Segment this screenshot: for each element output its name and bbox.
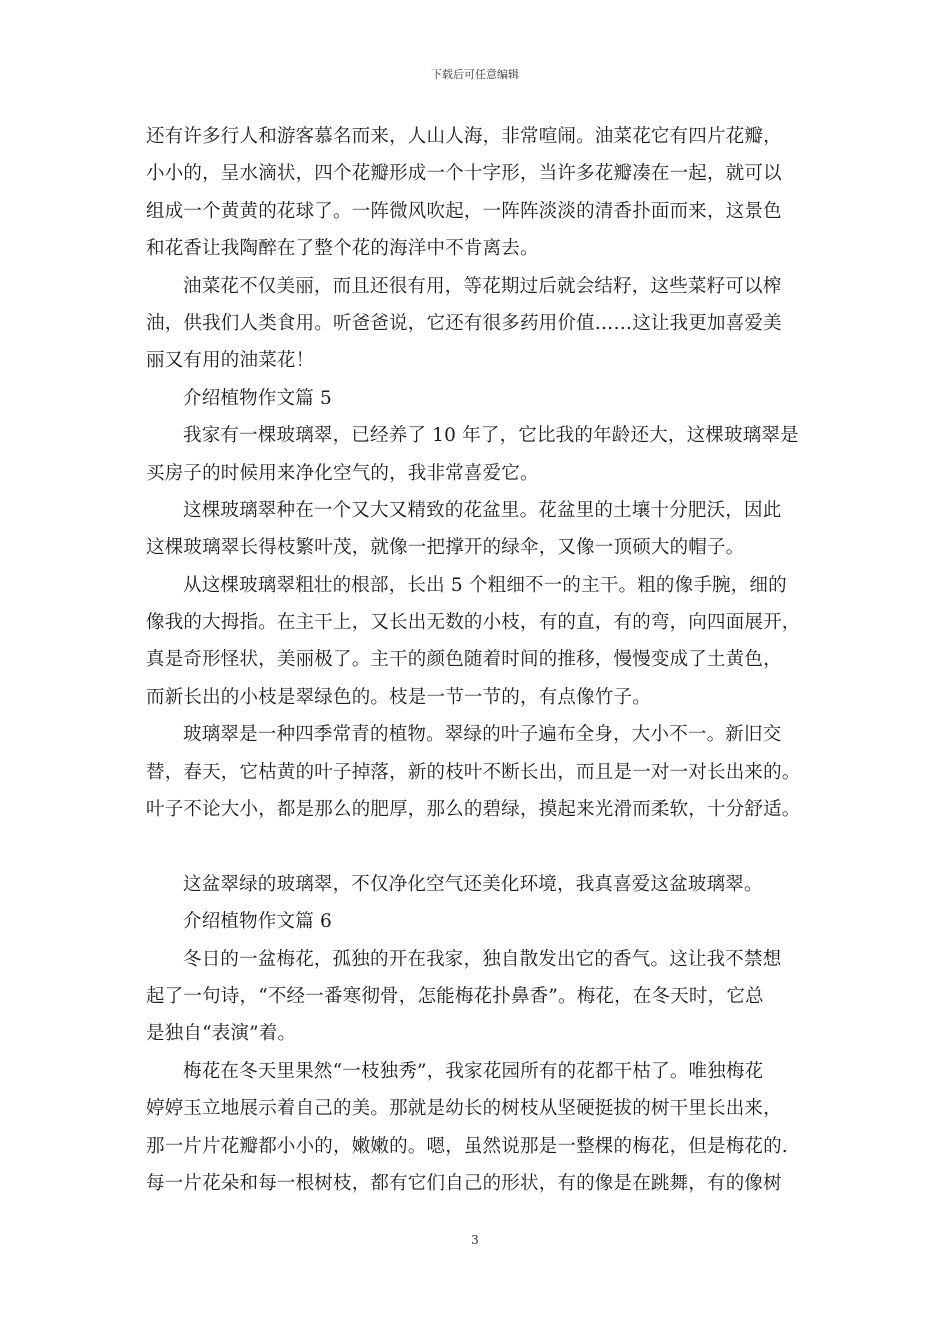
page-number: 3 <box>471 1233 479 1247</box>
text-line: 从这棵玻璃翠粗壮的根部，长出 5 个粗细不一的主干。粗的像手腕，细的 <box>183 574 787 596</box>
text-line: 我家有一棵玻璃翠，已经养了 10 年了，它比我的年龄还大，这棵玻璃翠是 <box>183 425 799 447</box>
text-line: 还有许多行人和游客慕名而来，人山人海，非常喧闹。油菜花它有四片花瓣， <box>146 126 782 147</box>
text-line <box>146 828 818 865</box>
text-line: 起了一句诗，“不经一番寒彻骨，怎能梅花扑鼻香”。梅花，在冬天时，它总 <box>146 985 764 1007</box>
text-line: 是独自“表演”着。 <box>146 1023 297 1045</box>
text-line: 油，供我们人类食用。听爸爸说，它还有很多药用价值……这让我更加喜爱美 <box>146 312 782 334</box>
text-line: 油菜花不仅美丽，而且还很有用，等花期过后就会结籽，这些菜籽可以榨 <box>183 275 782 297</box>
text-line: 冬日的一盆梅花，孤独的开在我家，独自散发出它的香气。这让我不禁想 <box>183 948 782 970</box>
text-line: 丽又有用的油菜花！ <box>146 350 315 372</box>
text-line: 玻璃翠是一种四季常青的植物。翠绿的叶子遍布全身，大小不一。新旧交 <box>183 724 782 746</box>
text-line: 婷婷玉立地展示着自己的美。那就是幼长的树枝从坚硬挺拔的树干里长出来， <box>146 1098 782 1120</box>
text-line: 买房子的时候用来净化空气的，我非常喜爱它。 <box>146 462 539 484</box>
text-line: 而新长出的小枝是翠绿色的。枝是一节一节的，有点像竹子。 <box>146 686 651 708</box>
text-line: 这盆翠绿的玻璃翠，不仅净化空气还美化环境，我真喜爱这盆玻璃翠。 <box>183 873 763 895</box>
page-header: 下载后可任意编辑 <box>431 68 519 81</box>
text-line: 真是奇形怪状，美丽极了。主干的颜色随着时间的推移，慢慢变成了土黄色， <box>146 649 782 671</box>
text-line: 梅花在冬天里果然“一枝独秀”，我家花园所有的花都干枯了。唯独梅花 <box>183 1060 764 1082</box>
text-line: 那一片片花瓣都小小的，嫩嫩的。嗯，虽然说那是一整棵的梅花，但是梅花的. <box>146 1135 788 1157</box>
text-line: 小小的，呈水滴状，四个花瓣形成一个十字形，当许多花瓣凑在一起，就可以 <box>146 163 782 185</box>
text-line: 介绍植物作文篇 5 <box>183 387 332 409</box>
text-line: 像我的大拇指。在主干上，又长出无数的小枝，有的直，有的弯，向四面展开， <box>146 612 801 634</box>
text-line: 介绍植物作文篇 6 <box>183 911 332 933</box>
text-line: 每一片花朵和每一根树枝，都有它们自己的形状，有的像是在跳舞，有的像树 <box>146 1172 782 1194</box>
text-line: 叶子不论大小，都是那么的肥厚，那么的碧绿，摸起来光滑而柔软，十分舒适。 <box>146 799 801 821</box>
text-line: 组成一个黄黄的花球了。一阵微风吹起，一阵阵淡淡的清香扑面而来，这景色 <box>146 200 782 222</box>
text-line: 这棵玻璃翠长得枝繁叶茂，就像一把撑开的绿伞，又像一顶硕大的帽子。 <box>146 537 745 559</box>
body-text <box>146 118 818 1202</box>
text-line: 这棵玻璃翠种在一个又大又精致的花盆里。花盆里的土壤十分肥沃，因此 <box>183 499 782 521</box>
text-line: 和花香让我陶醉在了整个花的海洋中不肯离去。 <box>146 238 539 260</box>
text-line: 替，春天，它枯黄的叶子掉落，新的枝叶不断长出，而且是一对一对长出来的。 <box>146 761 801 783</box>
